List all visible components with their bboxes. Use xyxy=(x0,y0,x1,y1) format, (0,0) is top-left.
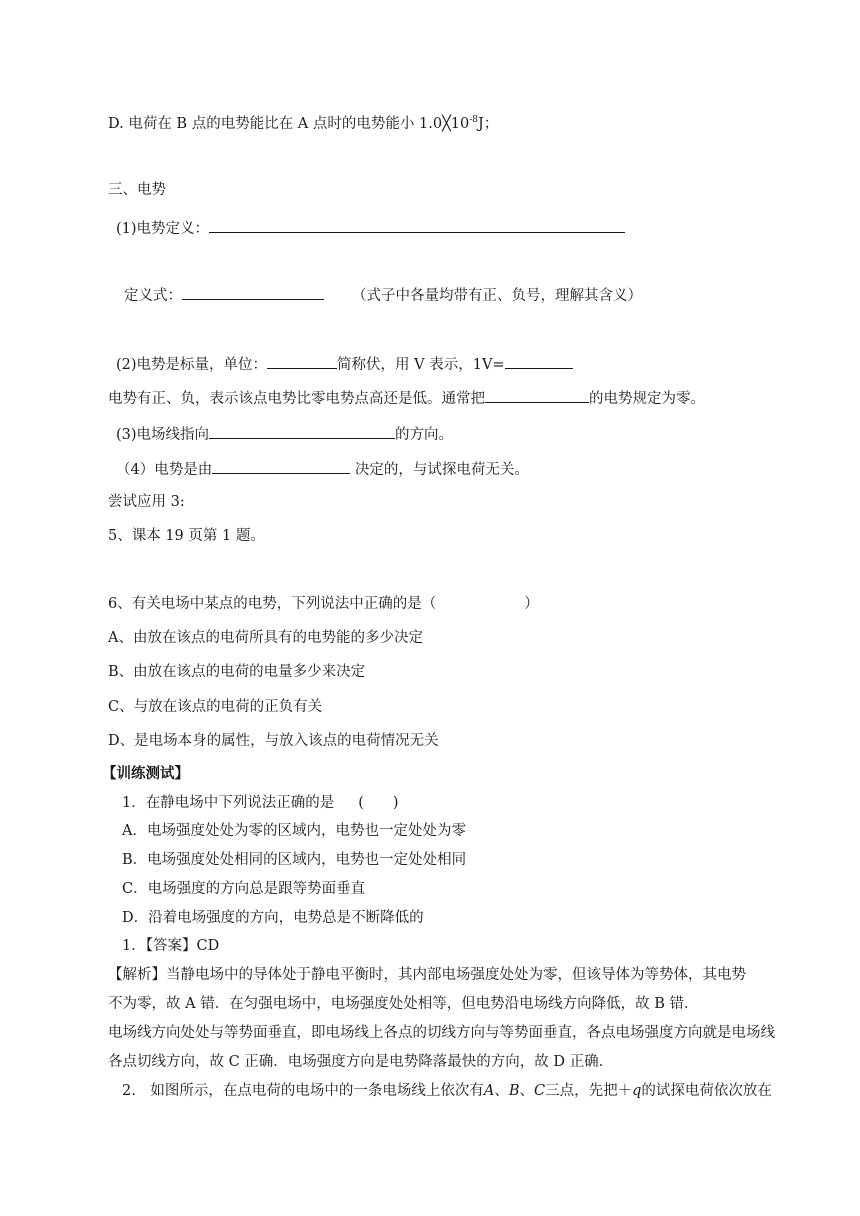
analysis-line-4: 各点切线方向，故 C 正确．电场强度方向是电势降落最快的方向，故 D 正确． xyxy=(108,1054,614,1070)
question-5: 5、课本 19 页第 1 题。 xyxy=(108,528,265,544)
training-q1-option-c: C．电场强度的方向总是跟等势面垂直 xyxy=(122,881,366,897)
training-q1-stem xyxy=(122,793,399,813)
formula-blank[interactable] xyxy=(182,283,324,300)
q6-option-c: C、与放在该点的电荷的正负有关 xyxy=(108,699,323,715)
question-6-stem xyxy=(108,594,539,614)
option-d-text: D. 电荷在 B 点的电势能比在 A 点时的电势能小 1.0 xyxy=(108,115,443,132)
unit-blank[interactable] xyxy=(267,352,337,369)
option-d-line xyxy=(108,110,498,134)
direction-label: (3)电场线指向 xyxy=(116,427,210,443)
definition-blank[interactable] xyxy=(209,216,625,233)
training-heading: 【训练测试】 xyxy=(102,766,189,782)
sign-text-a: 电势有正、负，表示该点电势比零电势点高还是低。通常把 xyxy=(108,391,485,407)
q2-text-b: 三点，先把＋ xyxy=(545,1083,633,1099)
power-base: 10 xyxy=(450,115,470,132)
direction-blank[interactable] xyxy=(209,422,395,439)
point-b: B xyxy=(508,1083,520,1099)
unit-mid-text: 简称伏，用 V 表示，1V= xyxy=(337,357,505,373)
training-q1-option-d: D．沿着电场强度的方向，电势总是不断降低的 xyxy=(122,910,424,926)
formula-note: （式子中各量均带有正、负号，理解其含义） xyxy=(352,288,642,304)
decide-tail: 决定的，与试探电荷无关。 xyxy=(350,462,529,478)
q2-sep-1: 、 xyxy=(494,1083,509,1099)
analysis-line-1: 【解析】当静电场中的导体处于静电平衡时，其内部电场强度处处为零，但该导体为等势体，其电势 xyxy=(108,967,746,983)
zero-potential-blank[interactable] xyxy=(485,386,589,403)
sign-text-b: 的电势规定为零。 xyxy=(589,391,705,407)
volt-blank[interactable] xyxy=(505,352,573,369)
question-6-close: ） xyxy=(524,596,539,612)
decide-blank[interactable] xyxy=(212,457,350,474)
formula-label: 定义式： xyxy=(124,288,182,304)
training-q2-line xyxy=(122,1081,772,1101)
charge-q: q xyxy=(632,1083,642,1099)
question-6-text: 6、有关电场中某点的电势，下列说法中正确的是（ xyxy=(108,596,437,612)
power-exponent: -8 xyxy=(469,115,479,125)
q2-text-c: 的试探电荷依次放在 xyxy=(641,1083,772,1099)
section-heading: 三、电势 xyxy=(108,182,166,198)
definition-label: (1)电势定义： xyxy=(116,221,210,237)
unit-text: J； xyxy=(478,115,499,132)
direction-tail: 的方向。 xyxy=(395,427,454,443)
practice-title: 尝试应用 3: xyxy=(108,494,185,510)
definition-line xyxy=(116,216,625,239)
decide-line xyxy=(116,457,529,480)
answer-line: 1．【答案】CD xyxy=(122,938,220,954)
training-q1-text: 1．在静电场中下列说法正确的是 xyxy=(122,795,335,811)
point-a: A xyxy=(483,1083,495,1099)
sign-line xyxy=(108,386,705,409)
q2-sep-2: 、 xyxy=(519,1083,534,1099)
times-symbol: ╳ xyxy=(442,115,451,132)
training-q1-option-b: B．电场强度处处相同的区域内，电势也一定处处相同 xyxy=(122,852,467,868)
q6-option-d: D、是电场本身的属性，与放入该点的电荷情况无关 xyxy=(108,733,439,749)
point-c: C xyxy=(533,1083,546,1099)
training-q1-option-a: A．电场强度处处为零的区域内，电势也一定处处为零 xyxy=(122,823,466,839)
q2-text-a: 2. 如图所示，在点电荷的电场中的一条电场线上依次有 xyxy=(122,1083,484,1099)
unit-label: (2)电势是标量，单位： xyxy=(116,357,268,373)
decide-label: （4）电势是由 xyxy=(116,462,213,478)
q6-option-a: A、由放在该点的电荷所具有的电势能的多少决定 xyxy=(108,630,423,646)
q6-option-b: B、由放在该点的电荷的电量多少来决定 xyxy=(108,664,366,680)
direction-line xyxy=(116,422,453,445)
formula-line xyxy=(124,283,642,306)
analysis-line-2: 不为零，故 A 错．在匀强电场中，电场强度处处相等，但电势沿电场线方向降低，故 B 错． xyxy=(108,996,699,1012)
unit-line xyxy=(116,352,573,375)
training-q1-paren: ( ) xyxy=(358,795,399,811)
analysis-line-3: 电场线方向处处与等势面垂直，即电场线上各点的切线方向与等势面垂直，各点电场强度方向就是电场线 xyxy=(108,1025,775,1041)
